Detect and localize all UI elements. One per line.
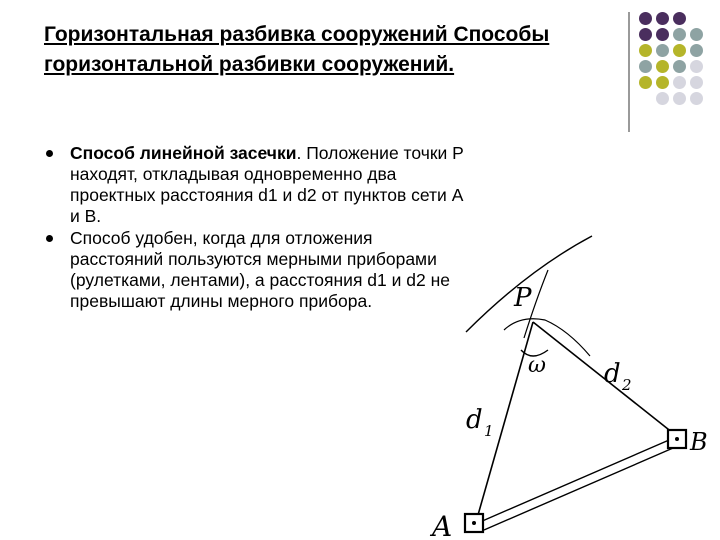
baseline-ab-lower [484, 445, 680, 530]
label-p: P [514, 283, 532, 313]
label-a: A [432, 510, 453, 540]
slide-title: Горизонтальная разбивка сооружений Способы горизонтальной разбивки сооружений. [44, 23, 550, 76]
label-d1-sub: 1 [484, 422, 494, 440]
baseline-ab-upper [480, 437, 676, 522]
label-omega: ω [528, 353, 546, 378]
bullet-1-text: . Положение точки P находят, откладывая одновременно два проектных расстояния d1 и d2 от пунктов сети A и B. [70, 143, 464, 226]
station-b-center-dot [675, 437, 679, 441]
label-b: B [690, 428, 708, 456]
label-d2-sub: 2 [622, 376, 632, 394]
label-d1: d [466, 405, 483, 435]
station-a-center-dot [472, 521, 476, 525]
bullet-1-lead: Способ линейной засечки [70, 143, 297, 163]
bullet-2-text: Способ удобен, когда для отложения расстояний пользуются мерными приборами (рулетками, лентами), а расстояния d1 и d2 не превышают длины мерного прибора. [70, 228, 450, 311]
label-d2: d [604, 359, 621, 389]
